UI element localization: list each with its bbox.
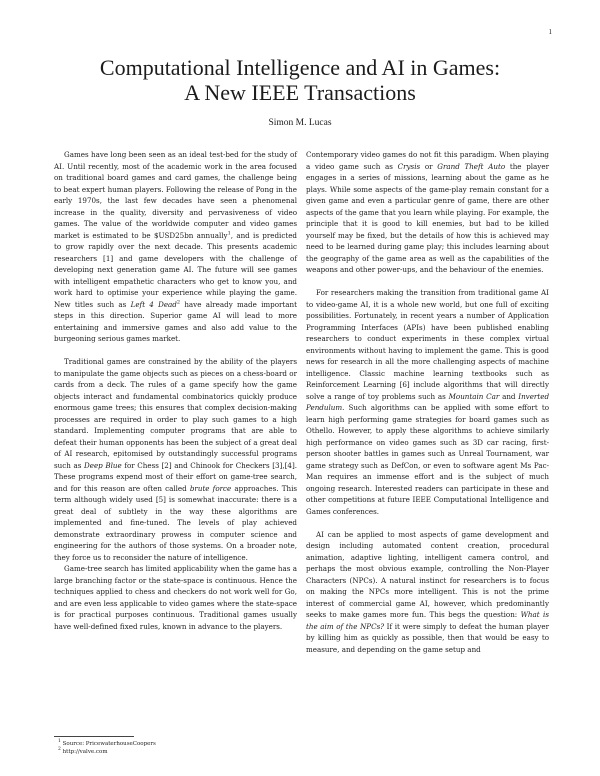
paragraph: Contemporary video games do not fit this paradigm. When playing a video game such as Crysis or Grand Theft Auto the player engages in a series of missions, learning about the game as he plays. While some aspects of the game-play remain constant for a given game and even a particular genre of game, there are other aspects of the game that you learn while playing. For example, the principle that it is good to kill enemies, but bad to be killed yourself may be fixed, but the details of how this is achieved may need to be learned during game play; this includes learning about the geography of the game area as well as the capabilities of the weapons and other power-ups, and the behaviour of the enemies.: [306, 150, 549, 274]
title-line-2: A New IEEE Transactions: [184, 80, 416, 105]
paragraph: AI can be applied to most aspects of game development and design including automated content creation, procedural animation, adaptive lighting, intelligent camera control, and perhaps the most obvious example, controlling the Non-Player Characters (NPCs). A natural instinct for researchers is to focus on making the NPCs more intelligent. This is not the prime interest of commercial game AI, however, which predominantly seeks to make games more fun. This begs the question: What is the aim of the NPCs? If it were simply to defeat the human player by killing him as quickly as possible, then that would be easy to measure, and depending on the game setup and: [306, 529, 549, 654]
paragraph: Games have long been seen as an ideal test-bed for the study of AI. Until recently, most of the academic work in the area focused on traditional board games and card games, the challenge being to beat expert human players. Following the release of Pong in the early 1970s, the last few decades have seen a phenomenal increase in the quality, diversity and pervasiveness of video games. The value of the worldwide computer and video games market is estimated to be $USD25bn annually$^1$, and is predicted to grow rapidly over the next decade. This presents academic researchers [1] and game developers with the challenge of developing next generation game AI. The future will see games with intelligent empathetic characters who get to know you, and work hard to optimise your experience while playing the game. New titles such as Left 4 Dead$^2$ have already made important steps in this direction. Superior game AI will lead to more entertaining and immersive games and also add value to the burgeoning serious games market.: [54, 150, 297, 343]
paragraph: For researchers making the transition from traditional game AI to video-game AI, it is a whole new world, but one full of exciting possibilities. Fortunately, in recent years a number of Application Programming Interfaces (APIs) have been published enabling researchers to conduct experiments in these complex virtual environments without having to implement the game. This is good news for research in all the more challenging aspects of machine intelligence. Classic machine learning textbooks such as Reinforcement Learning [6] include algorithms that will directly solve a range of toy problems such as Mountain Car and Inverted Pendulum. Such algorithms can be applied with some effort to learn high performing game strategies for board games such as Othello. However, to apply these algorithms to achieve similarly high performance on video games such as 3D car racing, first-person shooter battles in games such as Unreal Tournament, war game strategy such as DefCon, or even to software agent Ms Pac-Man requires an immense effort and is the subject of much ongoing research. Interested readers can participate in these and other competitions at future IEEE Computational Intelligence and Games conferences.: [306, 288, 550, 516]
footnote[interactable]: $^2$ http://valve.com: [58, 747, 108, 755]
footnote-ref: 1: [227, 230, 231, 237]
paragraph: Traditional games are constrained by the ability of the players to manipulate the game objects such as pieces on a chess-board or cards from a deck. The rules of a game specify how the game objects interact and fundamental combinatorics quickly produce enormous game trees; this ensures that complex decision-making processes are required in order to play such games to a high standard. Implementing computer programs that are able to defeat their human opponents has been the subject of a great deal of AI research, epitomised by outstandingly successful programs such as Deep Blue for Chess [2] and Chinook for Checkers [3],[4]. These programs expend most of their effort on game-tree search, and for this reason are often called brute force approaches. This term although widely used [5] is somewhat inaccurate: there is a great deal of subtlety in the way these algorithms are implemented and fine-tuned. The levels of play achieved demonstrate extraordinary prowess in computer science and engineering for the authors of those systems. On a broader note, they force us to reconsider the nature of intelligence.: [54, 357, 298, 562]
paragraph: Game-tree search has limited applicability when the game has a large branching factor or the state-space is continuous. Hence the techniques applied to chess and checkers do not work well for Go, and are even less applicable to video games where the state-space is for practical purposes continuous. Traditional games usually have well-defined fixed rules, known in advance to the players.: [54, 564, 297, 631]
footnotes: [54, 736, 297, 756]
footnote-divider: [54, 736, 134, 737]
title-line-1: Computational Intelligence and AI in Games:: [99, 55, 501, 80]
footnote-ref: 2: [176, 299, 181, 306]
page-number: 1: [548, 28, 552, 36]
author-name: Simon M. Lucas: [268, 118, 332, 128]
paper-title: [0, 55, 600, 105]
left-column: [54, 149, 297, 632]
footnote: $^1$ Source: PricewaterhouseCoopers: [58, 739, 156, 747]
right-column: [306, 149, 549, 655]
